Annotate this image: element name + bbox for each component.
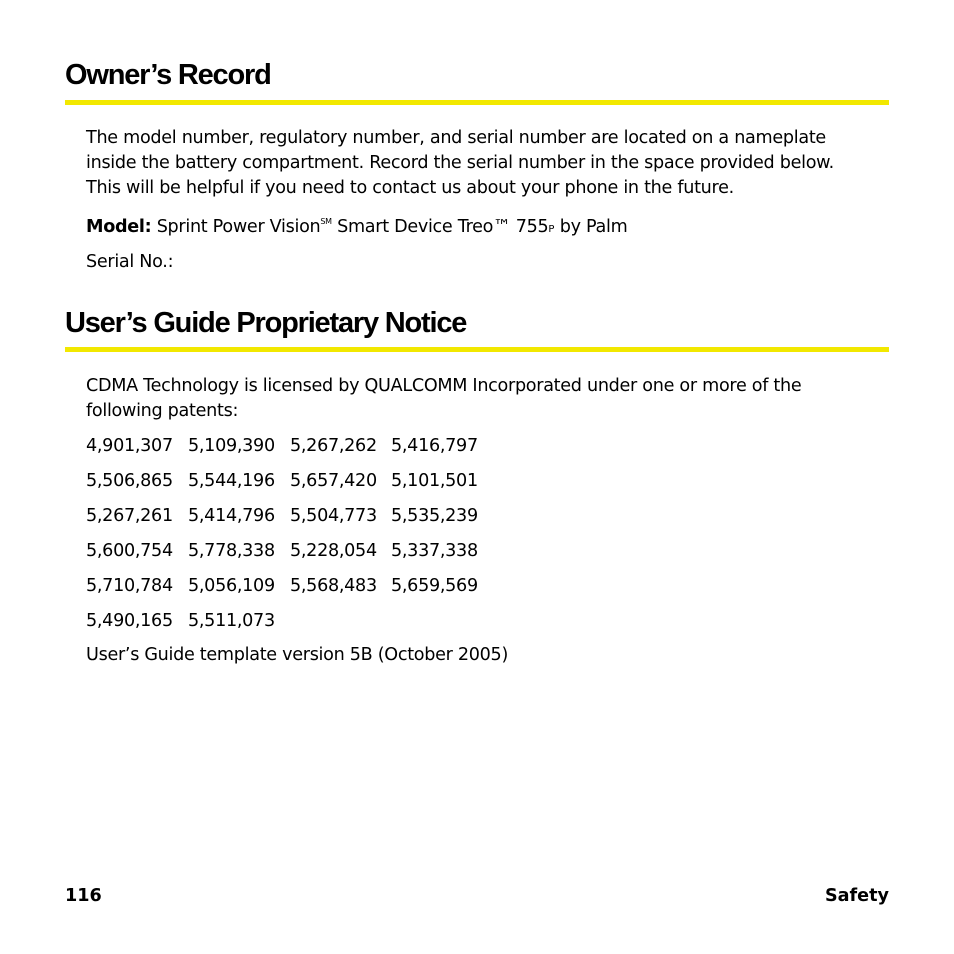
- footer-section-name: Safety: [824, 886, 889, 906]
- page-number: 116: [65, 886, 102, 906]
- intro-line: inside the battery compartment. Record the serial number in the space provided below.: [86, 153, 834, 173]
- heading-rule: [65, 100, 889, 105]
- patent-number: 5,337,338: [391, 541, 478, 561]
- patent-number: 5,778,338: [188, 541, 275, 561]
- intro-line: This will be helpful if you need to contact us about your phone in the future.: [86, 178, 734, 198]
- patent-number: 5,414,796: [188, 506, 275, 526]
- patent-number: 5,511,073: [188, 611, 275, 631]
- intro-line: The model number, regulatory number, and serial number are located on a nameplate: [86, 128, 826, 148]
- model-text: Sprint Power Vision: [156, 217, 321, 237]
- model-line: [86, 215, 627, 242]
- patent-number: 4,901,307: [86, 436, 173, 456]
- patent-number: 5,659,569: [391, 576, 478, 596]
- patent-number: 5,568,483: [290, 576, 377, 596]
- proprietary-notice-heading: User’s Guide Proprietary Notice: [65, 307, 467, 339]
- patent-number: 5,490,165: [86, 611, 173, 631]
- patent-number: 5,228,054: [290, 541, 377, 561]
- patent-number: 5,657,420: [290, 471, 377, 491]
- model-label: Model:: [86, 217, 152, 237]
- patent-number: 5,506,865: [86, 471, 173, 491]
- patent-number: 5,267,262: [290, 436, 377, 456]
- patent-number: 5,710,784: [86, 576, 173, 596]
- model-text: by Palm: [559, 217, 628, 237]
- patent-number: 5,544,196: [188, 471, 275, 491]
- patent-number: 5,504,773: [290, 506, 377, 526]
- patent-number: 5,600,754: [86, 541, 173, 561]
- owners-record-heading: Owner’s Record: [65, 59, 271, 91]
- serial-number-label: Serial No.:: [86, 252, 174, 272]
- intro-line: following patents:: [86, 401, 239, 421]
- patent-number: 5,416,797: [391, 436, 478, 456]
- intro-line: CDMA Technology is licensed by QUALCOMM Incorporated under one or more of the: [86, 376, 802, 396]
- owners-record-intro: [86, 126, 876, 201]
- patent-number: 5,535,239: [391, 506, 478, 526]
- patent-number: 5,056,109: [188, 576, 275, 596]
- patent-number: 5,267,261: [86, 506, 173, 526]
- patent-number: 5,101,501: [391, 471, 478, 491]
- service-mark: SM: [320, 217, 332, 226]
- model-suffix: P: [548, 224, 555, 235]
- model-text: Smart Device Treo™ 755: [337, 217, 549, 237]
- template-version: User’s Guide template version 5B (October 2005): [86, 645, 509, 665]
- heading-rule: [65, 347, 889, 352]
- proprietary-notice-intro: [86, 374, 876, 424]
- patent-number: 5,109,390: [188, 436, 275, 456]
